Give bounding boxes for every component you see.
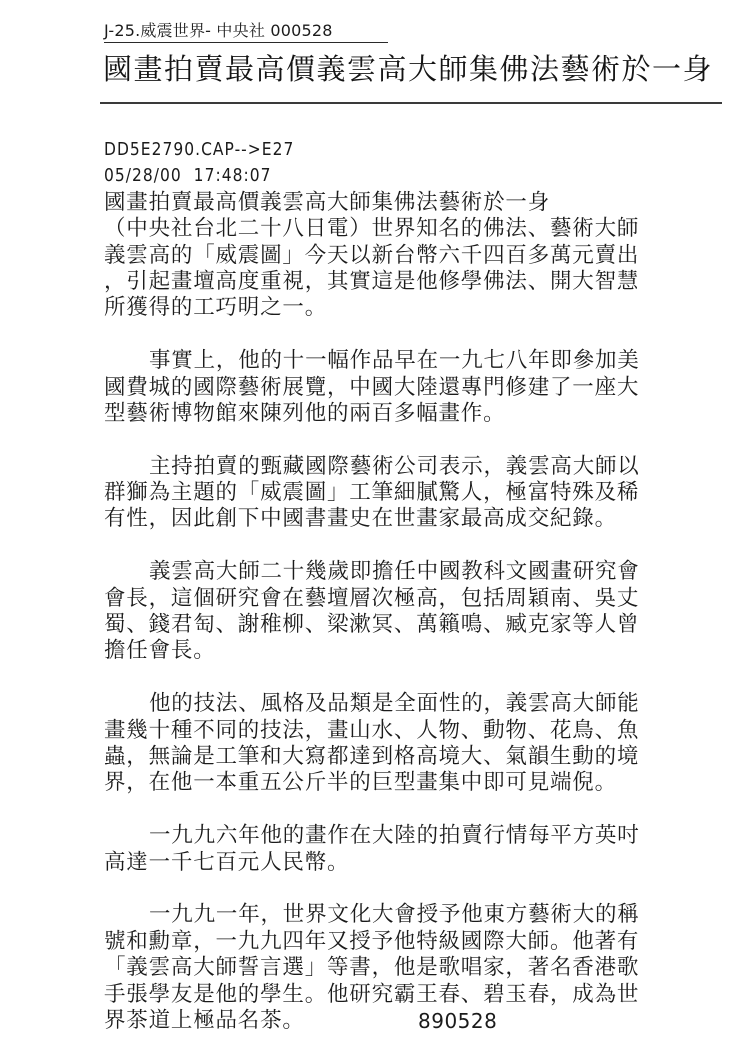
paragraph-line: 界，在他一本重五公斤半的巨型畫集中即可見端倪。 bbox=[104, 770, 617, 796]
paragraph-2 bbox=[104, 348, 704, 427]
paragraph-line: 所獲得的工巧明之一。 bbox=[104, 295, 328, 321]
paragraph-line-text: 界茶道上極品名茶。 bbox=[104, 1007, 305, 1033]
paragraph-line: 一九九一年，世界文化大會授予他東方藝術大的稱 bbox=[149, 902, 640, 928]
article-title-line: 國畫拍賣最高價義雲高大師集佛法藝術於一身 bbox=[104, 189, 551, 215]
paragraph-line: 義雲高大師二十幾歲即擔任中國教科文國畫研究會 bbox=[149, 559, 640, 585]
paragraph-line: 義雲高的「威震圖」今天以新台幣六千四百多萬元賣出 bbox=[104, 242, 640, 268]
paragraph-spacer bbox=[104, 665, 704, 691]
paragraph-line: 蜀、錢君匋、謝稚柳、梁漱冥、萬籟鳴、臧克家等人曾 bbox=[104, 612, 640, 638]
paragraph-line: 高達一千七百元人民幣。 bbox=[104, 849, 350, 875]
paragraph-line: 有性，因此創下中國書畫史在世畫家最高成交紀錄。 bbox=[104, 506, 617, 532]
paragraph-line: 擔任會長。 bbox=[104, 638, 216, 664]
paragraph-line: 手張學友是他的學生。他研究霸王春、碧玉春，成為世 bbox=[104, 981, 640, 1007]
paragraph-line: 他的技法、風格及品類是全面性的，義雲高大師能 bbox=[149, 691, 640, 717]
paragraph-line: 主持拍賣的甄藏國際藝術公司表示，義雲高大師以 bbox=[149, 453, 640, 479]
story-slug: J-25.威震世界- 中央社 000528 bbox=[104, 21, 388, 43]
paragraph-spacer bbox=[104, 322, 704, 348]
paragraph-line: 事實上，他的十一幅作品早在一九七八年即參加美 bbox=[149, 348, 640, 374]
paragraph-spacer bbox=[104, 797, 704, 823]
paragraph-spacer bbox=[104, 427, 704, 453]
paragraph-3 bbox=[104, 454, 704, 533]
paragraph-line: 群獅為主題的「威震圖」工筆細膩驚人，極富特殊及稀 bbox=[104, 480, 640, 506]
paragraph-7 bbox=[104, 902, 704, 1034]
paragraph-spacer bbox=[104, 876, 704, 902]
paragraph-line: 號和勳章，一九九四年又授予他特級國際大師。他著有 bbox=[104, 928, 640, 954]
headline: 國畫拍賣最高價義雲高大師集佛法藝術於一身 bbox=[103, 52, 714, 86]
paragraph-line: 一九九六年他的畫作在大陸的拍賣行情每平方英吋 bbox=[149, 823, 640, 849]
paragraph-line: 「義雲高大師誓言選」等書，他是歌唱家，著名香港歌 bbox=[104, 955, 640, 981]
paragraph-line: 蟲，無論是工筆和大寫都達到格高境大、氣韻生動的境 bbox=[104, 743, 640, 769]
paragraph-line: （中央社台北二十八日電）世界知名的佛法、藝術大師 bbox=[104, 216, 640, 242]
wire-datetime-line: 05/28/00 17:48:07 bbox=[104, 165, 272, 187]
paragraph-spacer bbox=[104, 533, 704, 559]
end-code: 890528 bbox=[418, 1008, 498, 1033]
paragraph-line: 會長，這個研究會在藝壇層次極高，包括周穎南、吳丈 bbox=[104, 585, 640, 611]
paragraph-4 bbox=[104, 559, 704, 665]
paragraph-6 bbox=[104, 823, 704, 876]
paragraph-last-line bbox=[104, 1008, 704, 1034]
paragraph-line: 畫幾十種不同的技法，畫山水、人物、動物、花鳥、魚 bbox=[104, 717, 640, 743]
paragraph-line: ，引起畫壇高度重視，其實這是他修學佛法、開大智慧 bbox=[104, 268, 640, 294]
paragraph-line: 國費城的國際藝術展覽，中國大陸還專門修建了一座大 bbox=[104, 374, 640, 400]
paragraph-5 bbox=[104, 691, 704, 797]
paragraph-line: 型藝術博物館來陳列他的兩百多幅畫作。 bbox=[104, 400, 506, 426]
paragraph-1 bbox=[104, 216, 704, 322]
divider-rule bbox=[100, 102, 722, 104]
wire-file-line: DD5E2790.CAP-->E27 bbox=[104, 139, 295, 160]
article-body bbox=[104, 137, 704, 1034]
